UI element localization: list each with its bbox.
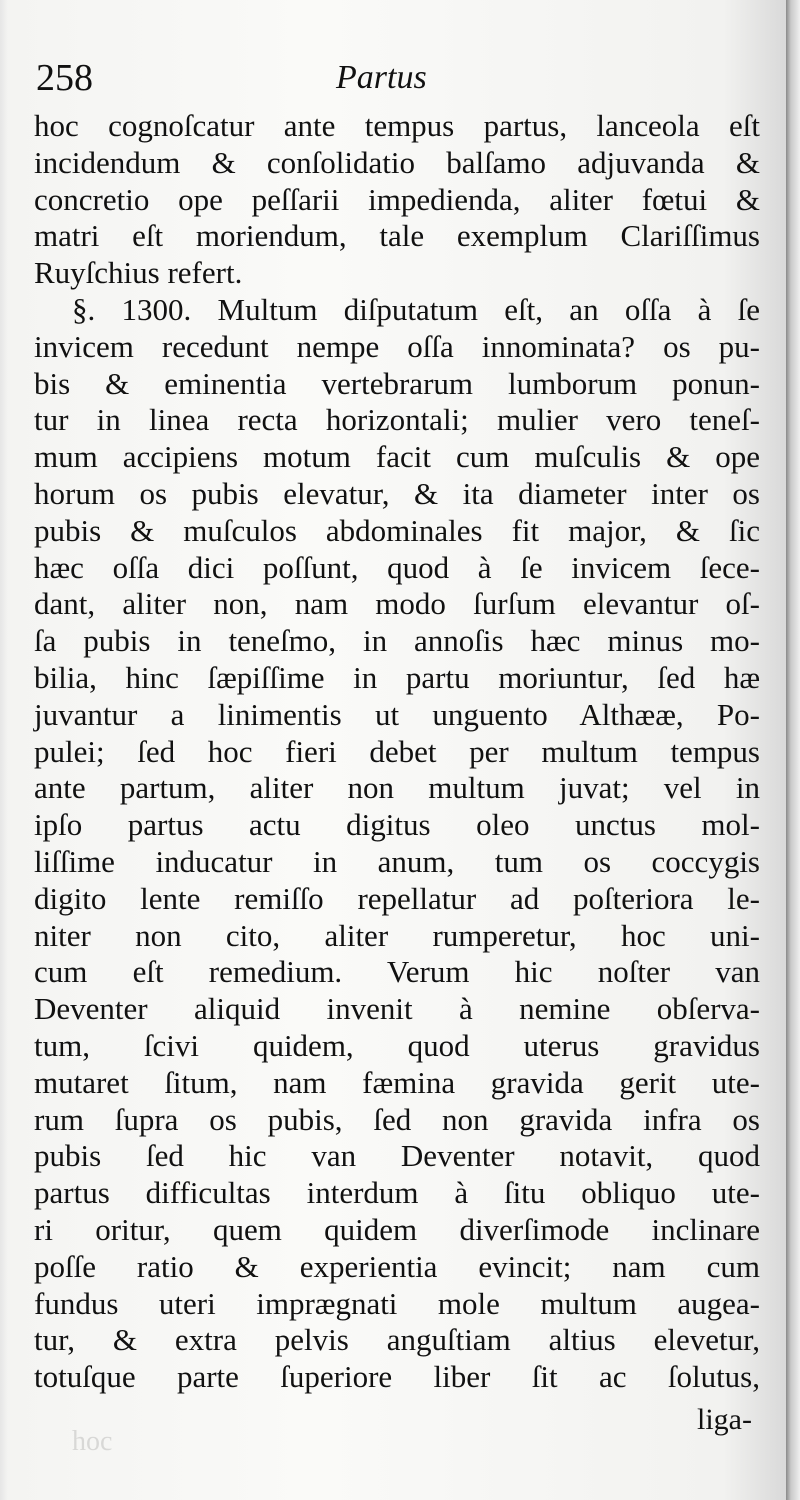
text-line: digito lente remiſſo repellatur ad poſteriora le- <box>34 880 760 916</box>
text-line: hoc cognoſcatur ante tempus partus, lanceola eſt <box>34 108 760 143</box>
text-line: incidendum & conſolidatio balſamo adjuvanda & <box>34 144 760 180</box>
text-line: mum accipiens motum facit cum muſculis & ope <box>34 439 760 475</box>
text-line: juvantur a linimentis ut unguento Althææ, Po- <box>34 696 760 732</box>
text-line: tur, & extra pelvis anguſtiam altius elevetur, <box>34 1322 760 1358</box>
text-line: pubis ſed hic van Deventer notavit, quod <box>34 1138 760 1174</box>
text-line: concretio ope peſſarii impedienda, aliter fœtui & <box>34 181 760 217</box>
text-line: fundus uteri imprægnati mole multum augea- <box>34 1285 760 1321</box>
page-header <box>36 54 746 102</box>
catchword: liga- <box>697 1403 752 1436</box>
text-line: cum eſt remedium. Verum hic noſter van <box>34 954 760 990</box>
text-line: §. 1300. Multum diſputatum eſt, an oſſa à ſe <box>72 291 760 327</box>
page-edge-shadow <box>0 0 8 1500</box>
running-title: Partus <box>336 59 427 96</box>
text-line: totuſque parte ſuperiore liber ſit ac ſolutus, <box>34 1359 760 1395</box>
text-line: pulei; ſed hoc fieri debet per multum tempus <box>34 733 760 769</box>
text-line: tur in linea recta horizontali; mulier vero teneſ- <box>34 402 760 438</box>
text-line: tum, ſcivi quidem, quod uterus gravidus <box>34 1027 760 1063</box>
text-line: mutaret ſitum, nam fæmina gravida gerit ute- <box>34 1064 760 1100</box>
text-line: pubis & muſculos abdominales fit major, & ſic <box>34 512 760 548</box>
text-line: invicem recedunt nempe oſſa innominata? os pu- <box>34 328 760 364</box>
book-gutter-edge <box>786 0 800 1500</box>
text-line: partus difficultas interdum à ſitu obliquo ute- <box>34 1175 760 1211</box>
text-line: ante partum, aliter non multum juvat; vel in <box>34 770 760 806</box>
text-line: niter non cito, aliter rumperetur, hoc uni- <box>34 917 760 953</box>
text-line: Deventer aliquid invenit à nemine obſerva- <box>34 991 760 1027</box>
text-line: matri eſt moriendum, tale exemplum Clariſſimus <box>34 218 760 254</box>
text-line: bilia, hinc ſæpiſſime in partu moriuntur, ſed hæ <box>34 659 760 695</box>
page-number: 258 <box>36 57 93 99</box>
body-text <box>34 108 760 1396</box>
text-line: ſa pubis in teneſmo, in annoſis hæc minus mo- <box>34 623 760 659</box>
text-line: Ruyſchius refert. <box>34 255 243 291</box>
text-line: ri oritur, quem quidem diverſimode inclinare <box>34 1211 760 1247</box>
text-line: rum ſupra os pubis, ſed non gravida infra os <box>34 1101 760 1137</box>
text-line: ipſo partus actu digitus oleo unctus mol- <box>34 807 760 843</box>
text-line: liſſime inducatur in anum, tum os coccygis <box>34 843 760 879</box>
text-line: poſſe ratio & experientia evincit; nam cum <box>34 1248 760 1284</box>
text-line: horum os pubis elevatur, & ita diameter inter os <box>34 475 760 511</box>
text-line: hæc oſſa dici poſſunt, quod à ſe invicem ſece- <box>34 549 760 585</box>
text-line: dant, aliter non, nam modo ſurſum elevantur oſ- <box>34 586 760 622</box>
show-through-text: hoc <box>72 1426 113 1457</box>
text-line: bis & eminentia vertebrarum lumborum ponun- <box>34 365 760 401</box>
